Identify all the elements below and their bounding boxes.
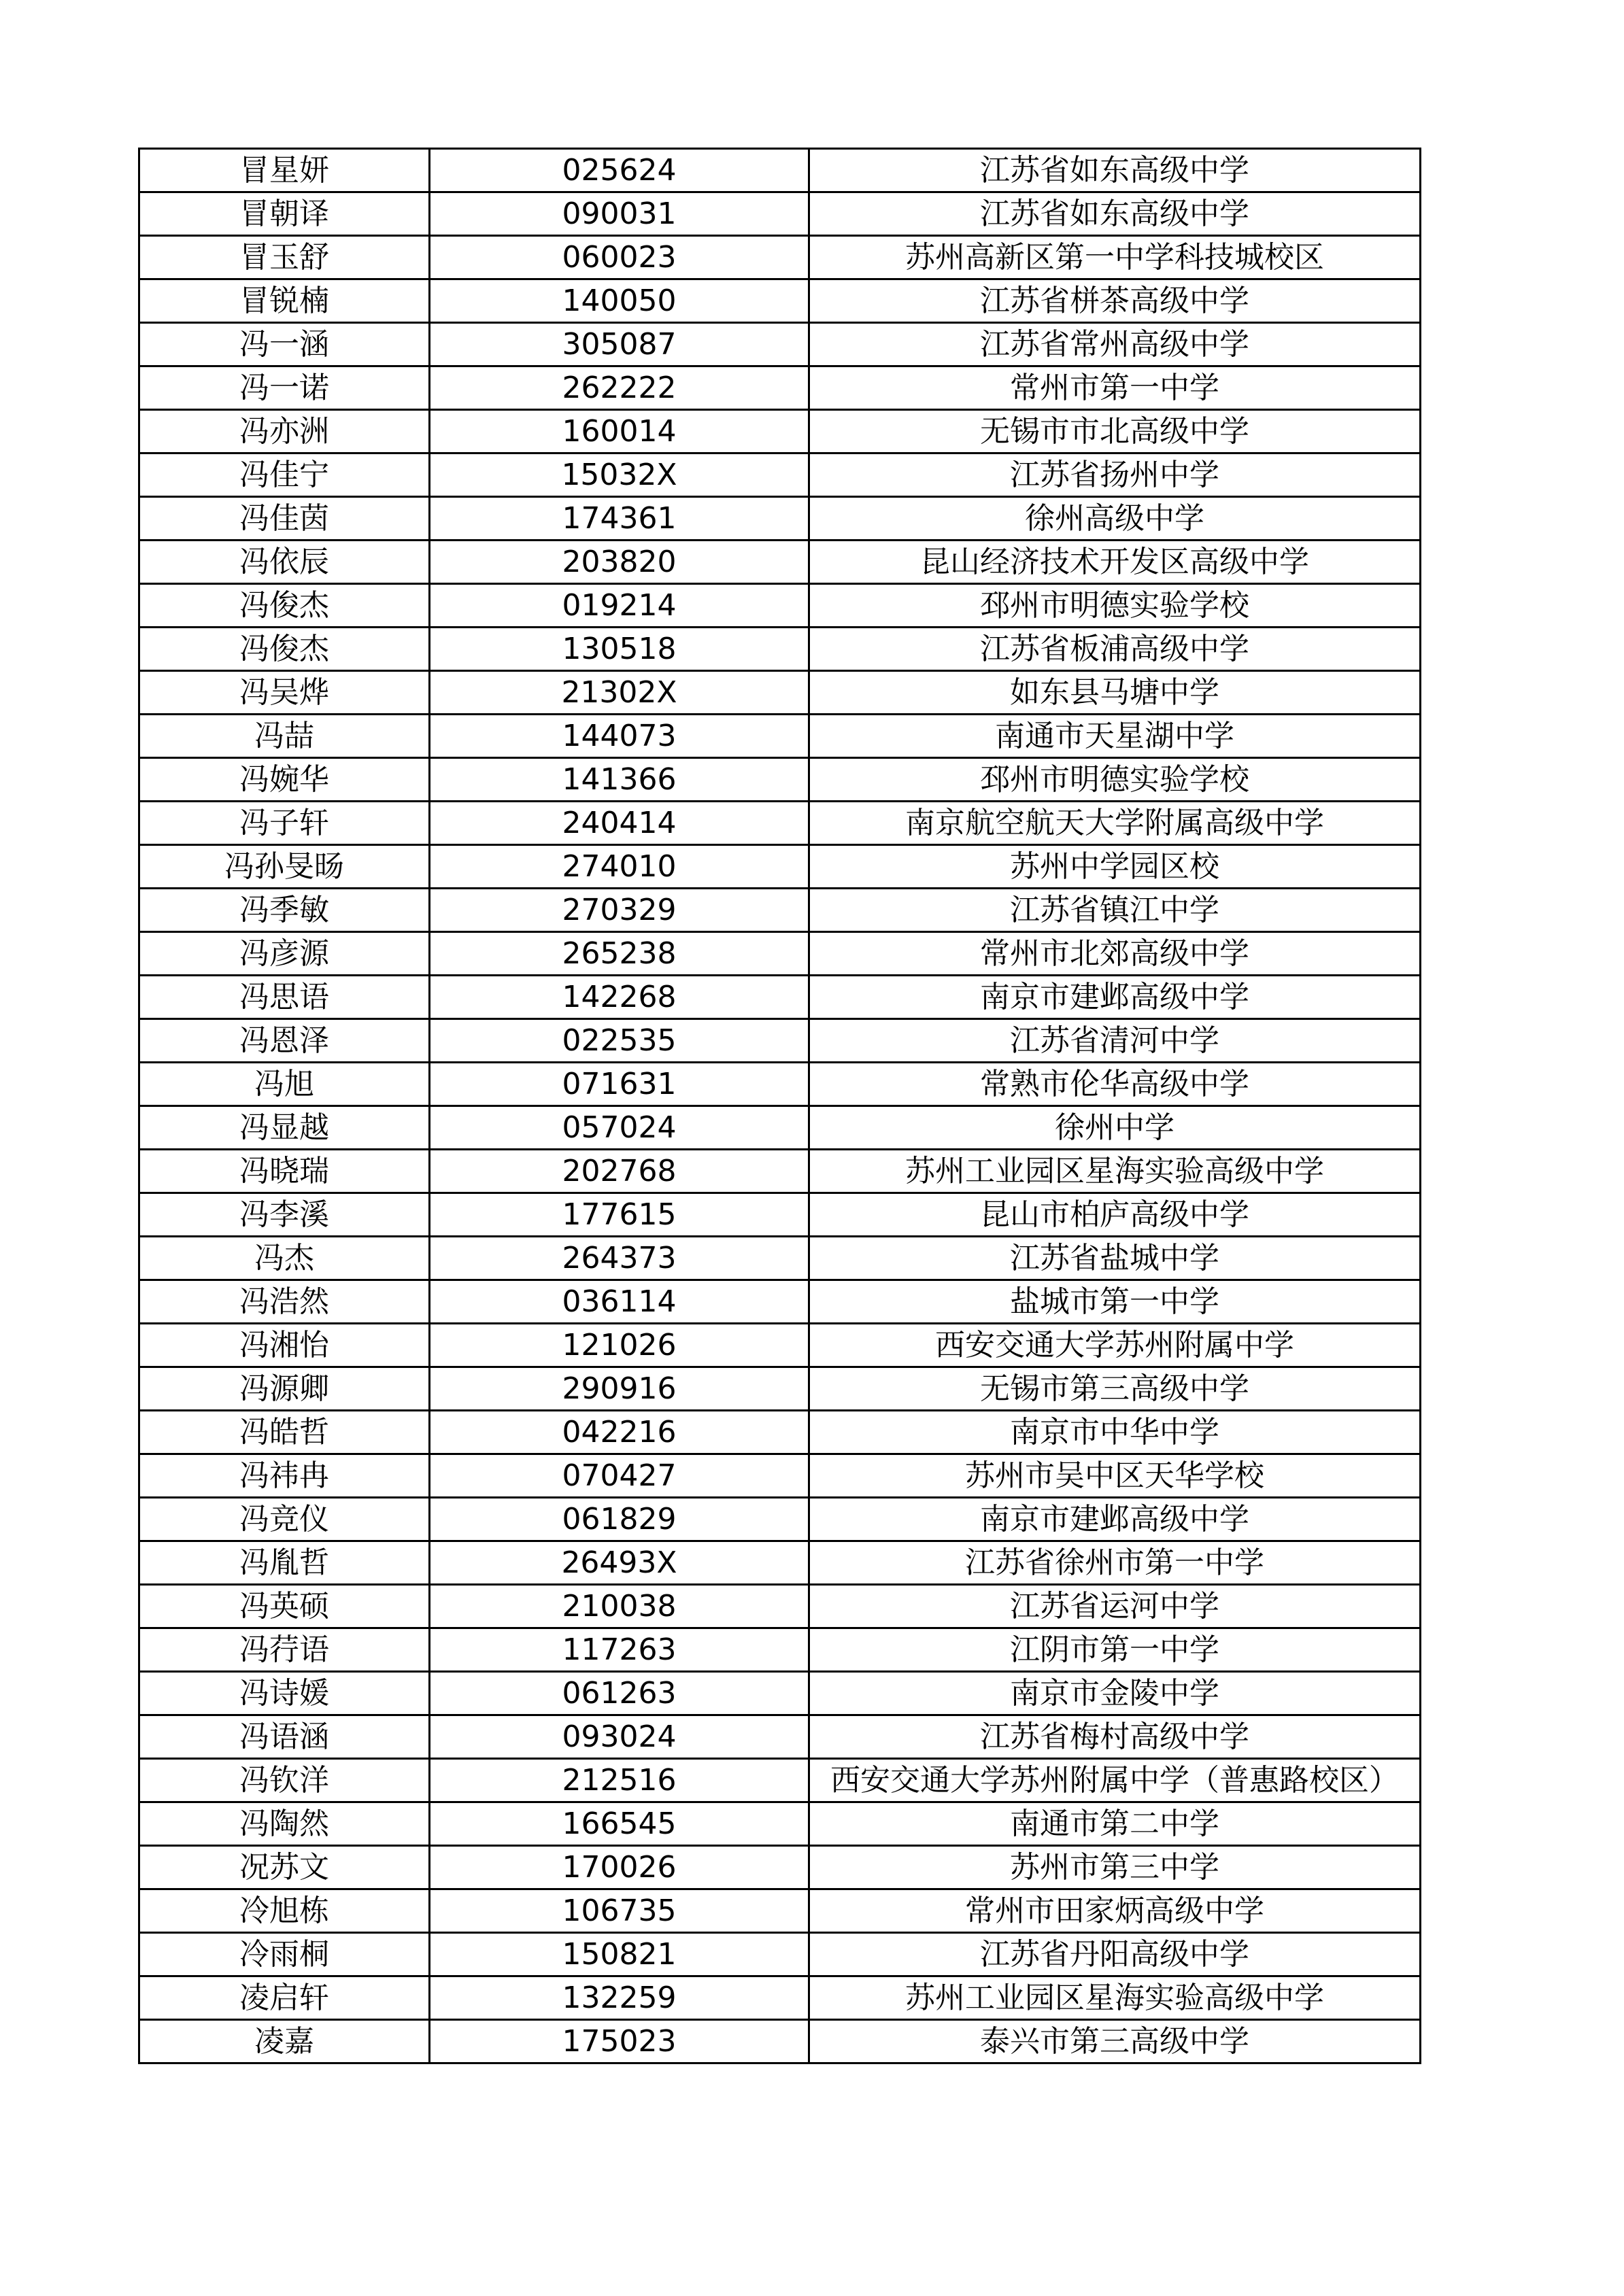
table-row: [139, 932, 1421, 976]
school-name-cell: 江阴市第一中学: [809, 1628, 1421, 1672]
table-row: [139, 1541, 1421, 1585]
school-name-cell: 邳州市明德实验学校: [809, 584, 1421, 628]
table-row: [139, 1759, 1421, 1802]
student-name-cell: 冯荇语: [139, 1628, 430, 1672]
student-id-cell: 140050: [430, 279, 809, 323]
student-name-cell: 冯孙旻旸: [139, 845, 430, 889]
school-name-cell: 南京市中华中学: [809, 1411, 1421, 1454]
student-id-cell: 26493X: [430, 1541, 809, 1585]
student-name-cell: 冯源卿: [139, 1367, 430, 1411]
table-row: [139, 410, 1421, 453]
student-id-cell: 141366: [430, 758, 809, 802]
table-row: [139, 192, 1421, 236]
student-id-cell: 175023: [430, 2020, 809, 2063]
student-name-cell: 冯皓哲: [139, 1411, 430, 1454]
student-id-cell: 071631: [430, 1063, 809, 1106]
student-name-cell: 冯俊杰: [139, 628, 430, 671]
student-id-cell: 132259: [430, 1976, 809, 2020]
school-name-cell: 苏州工业园区星海实验高级中学: [809, 1976, 1421, 2020]
student-id-cell: 070427: [430, 1454, 809, 1498]
student-name-cell: 冯喆: [139, 715, 430, 758]
school-name-cell: 江苏省丹阳高级中学: [809, 1933, 1421, 1976]
table-row: [139, 1976, 1421, 2020]
student-name-cell: 冯佳宁: [139, 453, 430, 497]
school-name-cell: 常熟市伦华高级中学: [809, 1063, 1421, 1106]
table-row: [139, 453, 1421, 497]
table-row: [139, 1280, 1421, 1324]
table-row: [139, 1933, 1421, 1976]
student-name-cell: 冯李溪: [139, 1193, 430, 1237]
student-name-cell: 冷旭栋: [139, 1889, 430, 1933]
student-name-cell: 冯佳茵: [139, 497, 430, 541]
student-id-cell: 170026: [430, 1846, 809, 1889]
student-id-cell: 274010: [430, 845, 809, 889]
student-name-cell: 冯彦源: [139, 932, 430, 976]
table-row: [139, 1802, 1421, 1846]
school-name-cell: 江苏省运河中学: [809, 1585, 1421, 1628]
school-name-cell: 南通市天星湖中学: [809, 715, 1421, 758]
table-row: [139, 845, 1421, 889]
school-name-cell: 南京市建邺高级中学: [809, 1498, 1421, 1541]
student-name-cell: 冯恩泽: [139, 1019, 430, 1063]
table-row: [139, 1715, 1421, 1759]
table-row: [139, 149, 1421, 192]
table-row: [139, 1846, 1421, 1889]
student-name-cell: 冯语涵: [139, 1715, 430, 1759]
table-row: [139, 1367, 1421, 1411]
table-row: [139, 1324, 1421, 1367]
table-row: [139, 366, 1421, 410]
student-name-cell: 冯吴烨: [139, 671, 430, 715]
student-id-cell: 025624: [430, 149, 809, 192]
school-name-cell: 泰兴市第三高级中学: [809, 2020, 1421, 2063]
student-name-cell: 冯一诺: [139, 366, 430, 410]
school-name-cell: 常州市北郊高级中学: [809, 932, 1421, 976]
table-row: [139, 584, 1421, 628]
student-name-cell: 冒星妍: [139, 149, 430, 192]
student-id-cell: 061829: [430, 1498, 809, 1541]
school-name-cell: 江苏省常州高级中学: [809, 323, 1421, 366]
table-row: [139, 802, 1421, 845]
school-name-cell: 南京航空航天大学附属高级中学: [809, 802, 1421, 845]
student-name-cell: 冯一涵: [139, 323, 430, 366]
student-id-cell: 210038: [430, 1585, 809, 1628]
table-row: [139, 541, 1421, 584]
student-id-cell: 270329: [430, 889, 809, 932]
student-name-cell: 冯婉华: [139, 758, 430, 802]
school-name-cell: 江苏省如东高级中学: [809, 149, 1421, 192]
student-name-cell: 冒锐楠: [139, 279, 430, 323]
school-name-cell: 邳州市明德实验学校: [809, 758, 1421, 802]
student-id-cell: 150821: [430, 1933, 809, 1976]
student-id-cell: 036114: [430, 1280, 809, 1324]
table-row: [139, 1237, 1421, 1280]
school-name-cell: 盐城市第一中学: [809, 1280, 1421, 1324]
student-id-cell: 203820: [430, 541, 809, 584]
student-id-cell: 042216: [430, 1411, 809, 1454]
table-row: [139, 758, 1421, 802]
school-name-cell: 南京市建邺高级中学: [809, 976, 1421, 1019]
student-name-cell: 冯祎冉: [139, 1454, 430, 1498]
student-name-cell: 冯湘怡: [139, 1324, 430, 1367]
table-row: [139, 1063, 1421, 1106]
school-name-cell: 如东县马塘中学: [809, 671, 1421, 715]
school-name-cell: 江苏省盐城中学: [809, 1237, 1421, 1280]
table-row: [139, 671, 1421, 715]
student-id-cell: 15032X: [430, 453, 809, 497]
school-name-cell: 江苏省板浦高级中学: [809, 628, 1421, 671]
school-name-cell: 江苏省扬州中学: [809, 453, 1421, 497]
student-name-cell: 冯陶然: [139, 1802, 430, 1846]
student-name-cell: 冯亦洲: [139, 410, 430, 453]
student-id-cell: 305087: [430, 323, 809, 366]
student-id-cell: 060023: [430, 236, 809, 279]
school-name-cell: 南京市金陵中学: [809, 1672, 1421, 1715]
student-id-cell: 061263: [430, 1672, 809, 1715]
student-id-cell: 019214: [430, 584, 809, 628]
school-name-cell: 江苏省镇江中学: [809, 889, 1421, 932]
table-row: [139, 628, 1421, 671]
school-name-cell: 江苏省栟茶高级中学: [809, 279, 1421, 323]
student-id-cell: 174361: [430, 497, 809, 541]
student-name-cell: 冯杰: [139, 1237, 430, 1280]
table-row: [139, 715, 1421, 758]
student-id-cell: 144073: [430, 715, 809, 758]
student-id-cell: 262222: [430, 366, 809, 410]
student-id-cell: 093024: [430, 1715, 809, 1759]
student-id-cell: 212516: [430, 1759, 809, 1802]
student-roster-table: [138, 148, 1421, 2064]
school-name-cell: 苏州市吴中区天华学校: [809, 1454, 1421, 1498]
school-name-cell: 西安交通大学苏州附属中学: [809, 1324, 1421, 1367]
student-name-cell: 冯胤哲: [139, 1541, 430, 1585]
table-row: [139, 1454, 1421, 1498]
student-name-cell: 凌启轩: [139, 1976, 430, 2020]
table-row: [139, 497, 1421, 541]
table-row: [139, 1628, 1421, 1672]
table-row: [139, 2020, 1421, 2063]
student-id-cell: 265238: [430, 932, 809, 976]
student-name-cell: 冷雨桐: [139, 1933, 430, 1976]
table-row: [139, 323, 1421, 366]
table-row: [139, 1889, 1421, 1933]
school-name-cell: 徐州中学: [809, 1106, 1421, 1150]
table-row: [139, 1411, 1421, 1454]
table-row: [139, 1106, 1421, 1150]
student-name-cell: 冯诗媛: [139, 1672, 430, 1715]
student-id-cell: 160014: [430, 410, 809, 453]
student-name-cell: 冯竞仪: [139, 1498, 430, 1541]
school-name-cell: 无锡市第三高级中学: [809, 1367, 1421, 1411]
student-id-cell: 240414: [430, 802, 809, 845]
student-name-cell: 冯子轩: [139, 802, 430, 845]
student-name-cell: 冯钦洋: [139, 1759, 430, 1802]
student-name-cell: 况苏文: [139, 1846, 430, 1889]
school-name-cell: 昆山经济技术开发区高级中学: [809, 541, 1421, 584]
student-id-cell: 117263: [430, 1628, 809, 1672]
school-name-cell: 苏州工业园区星海实验高级中学: [809, 1150, 1421, 1193]
table-row: [139, 1019, 1421, 1063]
student-name-cell: 凌嘉: [139, 2020, 430, 2063]
student-name-cell: 冯俊杰: [139, 584, 430, 628]
student-id-cell: 290916: [430, 1367, 809, 1411]
school-name-cell: 西安交通大学苏州附属中学（普惠路校区）: [809, 1759, 1421, 1802]
student-name-cell: 冯晓瑞: [139, 1150, 430, 1193]
table-row: [139, 1498, 1421, 1541]
table-row: [139, 1672, 1421, 1715]
student-name-cell: 冯显越: [139, 1106, 430, 1150]
student-id-cell: 142268: [430, 976, 809, 1019]
school-name-cell: 南通市第二中学: [809, 1802, 1421, 1846]
school-name-cell: 苏州中学园区校: [809, 845, 1421, 889]
student-id-cell: 202768: [430, 1150, 809, 1193]
student-name-cell: 冯季敏: [139, 889, 430, 932]
student-id-cell: 21302X: [430, 671, 809, 715]
table-row: [139, 1193, 1421, 1237]
student-id-cell: 177615: [430, 1193, 809, 1237]
school-name-cell: 昆山市柏庐高级中学: [809, 1193, 1421, 1237]
student-name-cell: 冯思语: [139, 976, 430, 1019]
student-id-cell: 057024: [430, 1106, 809, 1150]
student-id-cell: 264373: [430, 1237, 809, 1280]
school-name-cell: 苏州市第三中学: [809, 1846, 1421, 1889]
student-id-cell: 106735: [430, 1889, 809, 1933]
student-id-cell: 090031: [430, 192, 809, 236]
school-name-cell: 徐州高级中学: [809, 497, 1421, 541]
table-row: [139, 1585, 1421, 1628]
school-name-cell: 苏州高新区第一中学科技城校区: [809, 236, 1421, 279]
school-name-cell: 无锡市市北高级中学: [809, 410, 1421, 453]
student-id-cell: 166545: [430, 1802, 809, 1846]
school-name-cell: 江苏省清河中学: [809, 1019, 1421, 1063]
school-name-cell: 江苏省如东高级中学: [809, 192, 1421, 236]
roster-table-body: [139, 149, 1421, 2063]
table-row: [139, 236, 1421, 279]
school-name-cell: 江苏省梅村高级中学: [809, 1715, 1421, 1759]
table-row: [139, 1150, 1421, 1193]
table-row: [139, 279, 1421, 323]
student-name-cell: 冒朝译: [139, 192, 430, 236]
student-name-cell: 冯浩然: [139, 1280, 430, 1324]
student-name-cell: 冒玉舒: [139, 236, 430, 279]
student-name-cell: 冯依辰: [139, 541, 430, 584]
student-id-cell: 121026: [430, 1324, 809, 1367]
student-id-cell: 022535: [430, 1019, 809, 1063]
table-row: [139, 889, 1421, 932]
school-name-cell: 常州市第一中学: [809, 366, 1421, 410]
student-name-cell: 冯旭: [139, 1063, 430, 1106]
student-name-cell: 冯英硕: [139, 1585, 430, 1628]
student-id-cell: 130518: [430, 628, 809, 671]
school-name-cell: 常州市田家炳高级中学: [809, 1889, 1421, 1933]
table-row: [139, 976, 1421, 1019]
school-name-cell: 江苏省徐州市第一中学: [809, 1541, 1421, 1585]
